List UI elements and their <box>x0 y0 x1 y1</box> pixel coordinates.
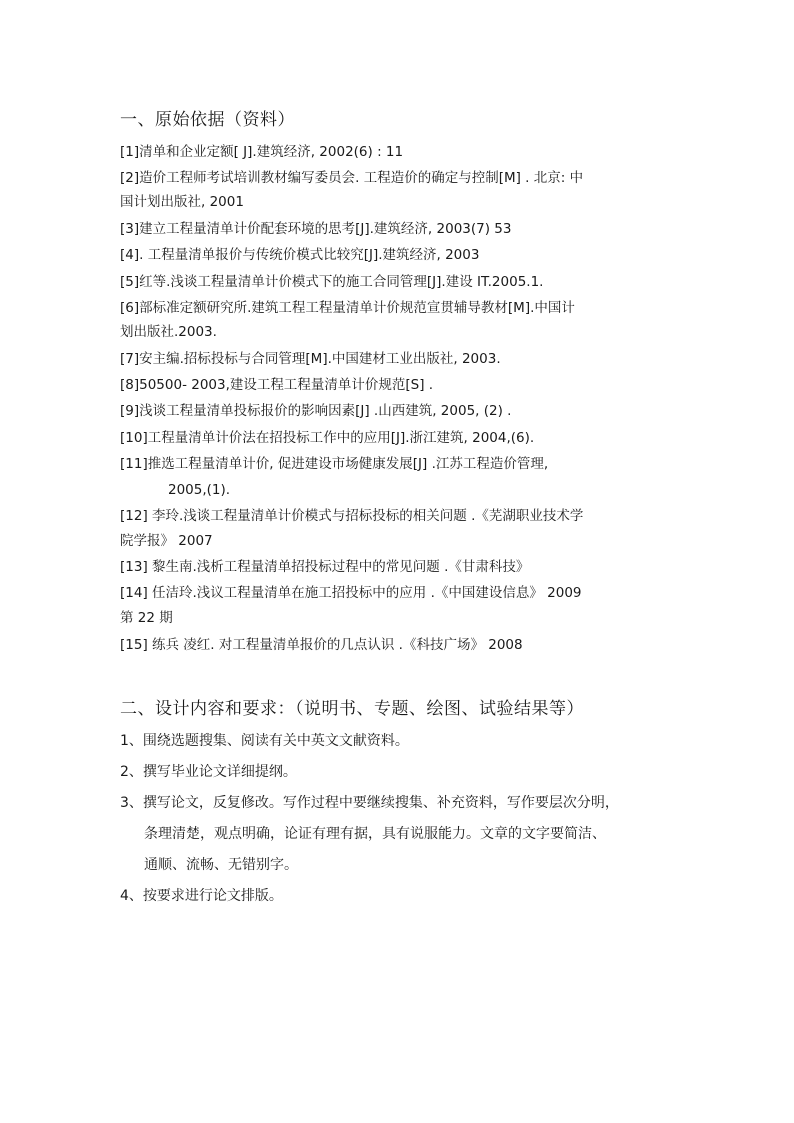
reference-5: [5]红等.浅谈工程量清单计价模式下的施工合同管理[J].建设 IT.2005.1. <box>120 274 544 290</box>
requirement-3: 3、撰写论文，反复修改。写作过程中要继续搜集、补充资料，写作要层次分明， <box>120 795 619 811</box>
reference-6: [6]部标准定额研究所.建筑工程工程量清单计价规范宣贯辅导教材[M].中国计 <box>120 300 575 316</box>
reference-6-cont: 划出版社.2003. <box>120 324 217 340</box>
reference-2-cont: 国计划出版社, 2001 <box>120 194 244 210</box>
reference-4: [4]. 工程量清单报价与传统价模式比较究[J].建筑经济, 2003 <box>120 247 480 263</box>
reference-10: [10]工程量清单计价法在招投标工作中的应用[J].浙江建筑, 2004,(6). <box>120 430 535 446</box>
reference-9: [9]浅谈工程量清单投标报价的影响因素[J] .山西建筑, 2005, (2) . <box>120 403 512 419</box>
requirement-2: 2、撰写毕业论文详细提纲。 <box>120 764 297 780</box>
reference-12-cont: 院学报》 2007 <box>120 533 213 549</box>
reference-14: [14] 任洁玲.浅议工程量清单在施工招投标中的应用 .《中国建设信息》 2009 <box>120 585 582 601</box>
reference-1: [1]清单和企业定额[ J].建筑经济, 2002(6) : 11 <box>120 144 404 160</box>
reference-3: [3]建立工程量清单计价配套环境的思考[J].建筑经济, 2003(7) 53 <box>120 221 512 237</box>
reference-8: [8]50500- 2003,建设工程工程量清单计价规范[S] . <box>120 377 434 393</box>
reference-11-cont: 2005,(1). <box>168 482 231 498</box>
reference-13: [13] 黎生南.浅析工程量清单招投标过程中的常见问题 .《甘肃科技》 <box>120 559 530 575</box>
requirement-4: 4、按要求进行论文排版。 <box>120 888 283 904</box>
requirement-3-cont-2: 通顺、流畅、无错别字。 <box>144 857 298 873</box>
section-2-heading: 二、设计内容和要求：（说明书、专题、绘图、试验结果等） <box>120 699 584 719</box>
requirement-3-cont-1: 条理清楚，观点明确，论证有理有据，具有说服能力。文章的文字要简洁、 <box>144 826 606 842</box>
reference-14-cont: 第 22 期 <box>120 610 173 626</box>
reference-11: [11]推选工程量清单计价, 促进建设市场健康发展[J] .江苏工程造价管理, <box>120 456 549 472</box>
section-1-heading: 一、原始依据（资料） <box>120 110 295 130</box>
reference-2: [2]造价工程师考试培训教材编写委员会. 工程造价的确定与控制[M] . 北京: 中 <box>120 170 584 186</box>
reference-12: [12] 李玲.浅谈工程量清单计价模式与招标投标的相关问题 .《芜湖职业技术学 <box>120 508 584 524</box>
requirement-1: 1、围绕选题搜集、阅读有关中英文文献资料。 <box>120 733 409 749</box>
reference-15: [15] 练兵 凌红. 对工程量清单报价的几点认识 .《科技广场》 2008 <box>120 637 523 653</box>
reference-7: [7]安主编.招标投标与合同管理[M].中国建材工业出版社, 2003. <box>120 351 501 367</box>
